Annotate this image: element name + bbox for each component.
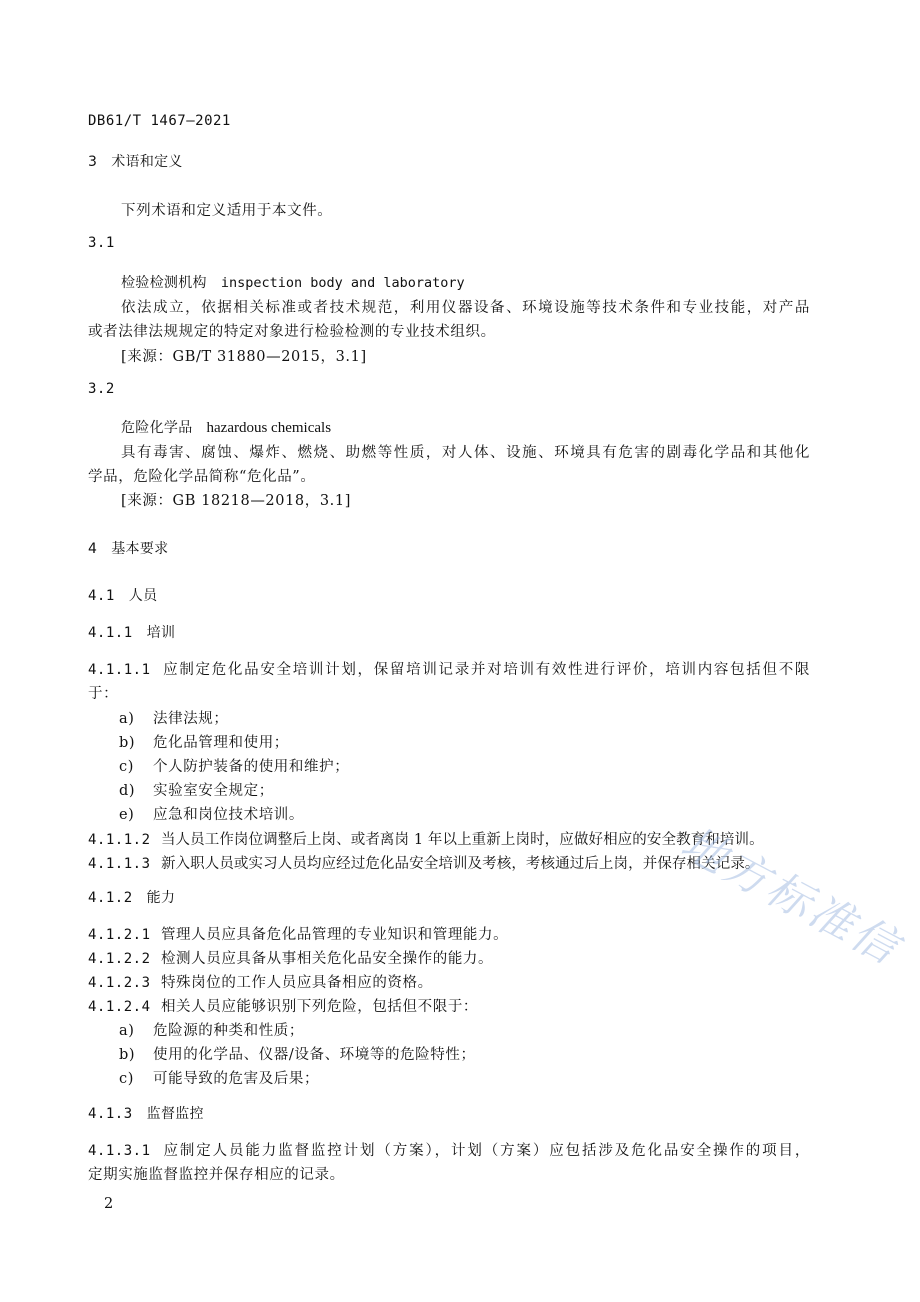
clause-4-1-1-2 bbox=[88, 828, 764, 849]
term-en: inspection body and laboratory bbox=[220, 275, 465, 291]
clause-text: 应制定危化品安全培训计划，保留培训记录并对培训有效性进行评价，培训内容包括但不限 bbox=[163, 662, 811, 678]
list-item bbox=[119, 779, 274, 800]
clause-text: 管理人员应具备危化品管理的专业知识和管理能力。 bbox=[160, 927, 509, 943]
clause-number: 4.1.2.3 bbox=[88, 975, 151, 991]
clause-4-1-1-1-line1 bbox=[88, 658, 810, 679]
section-4-1-2-heading bbox=[88, 887, 175, 907]
clause-text: 应制定人员能力监督监控计划（方案），计划（方案）应包括涉及危化品安全操作的项目， bbox=[163, 1143, 811, 1159]
section-4-1-1-heading bbox=[88, 622, 175, 642]
list-text: 危险源的种类和性质； bbox=[153, 1023, 304, 1039]
clause-number: 4.1.1.2 bbox=[88, 832, 151, 848]
list-marker: b) bbox=[119, 1047, 136, 1063]
term-3-1-definition-line1: 依法成立，依据相关标准或者技术规范，利用仪器设备、环境设施等技术条件和专业技能，对产品 bbox=[121, 300, 810, 316]
clause-number: 4.1.2.1 bbox=[88, 927, 151, 943]
page-number: 2 bbox=[104, 1196, 114, 1212]
list-text: 实验室安全规定； bbox=[153, 783, 274, 799]
section-title: 术语和定义 bbox=[111, 154, 183, 170]
list-marker: a) bbox=[119, 1023, 135, 1039]
clause-number: 4.1.1.1 bbox=[88, 662, 151, 678]
term-3-2-number: 3.2 bbox=[88, 381, 115, 397]
list-marker: c) bbox=[119, 759, 134, 775]
list-text: 应急和岗位技术培训。 bbox=[153, 807, 304, 823]
clause-4-1-1-3 bbox=[88, 852, 760, 873]
clause-text: 新入职人员或实习人员均应经过危化品安全培训及考核，考核通过后上岗，并保存相关记录。 bbox=[160, 856, 760, 872]
term-3-1-title bbox=[121, 272, 465, 292]
section-3-intro: 下列术语和定义适用于本文件。 bbox=[121, 203, 333, 219]
clause-text: 当人员工作岗位调整后上岗、或者离岗 1 年以上重新上岗时，应做好相应的安全教育和培训。 bbox=[160, 832, 764, 848]
term-zh: 危险化学品 bbox=[121, 420, 193, 436]
term-zh: 检验检测机构 bbox=[121, 275, 207, 291]
term-3-2-definition-line2: 学品，危险化学品简称“危化品”。 bbox=[88, 469, 316, 485]
list-text: 使用的化学品、仪器/设备、环境等的危险特性； bbox=[153, 1047, 476, 1063]
section-3-heading bbox=[88, 151, 183, 171]
term-3-2-title bbox=[121, 417, 331, 437]
section-number: 4 bbox=[88, 541, 98, 557]
list-item bbox=[119, 755, 349, 776]
clause-4-1-2-1 bbox=[88, 923, 508, 944]
term-3-1-source: [来源：GB/T 31880—2015，3.1] bbox=[121, 349, 367, 365]
list-item bbox=[119, 803, 304, 824]
list-item bbox=[119, 1043, 476, 1064]
section-title: 人员 bbox=[128, 588, 158, 604]
clause-4-1-1-1-line2: 于： bbox=[88, 686, 119, 702]
clause-number: 4.1.2.4 bbox=[88, 999, 151, 1015]
term-en: hazardous chemicals bbox=[206, 420, 332, 436]
section-number: 3 bbox=[88, 154, 98, 170]
list-text: 可能导致的危害及后果； bbox=[153, 1071, 320, 1087]
section-4-heading bbox=[88, 538, 168, 558]
term-3-1-definition-line2: 或者法律法规规定的特定对象进行检验检测的专业技术组织。 bbox=[88, 324, 496, 340]
clause-text: 特殊岗位的工作人员应具备相应的资格。 bbox=[160, 975, 433, 991]
list-item bbox=[119, 1067, 319, 1088]
section-title: 培训 bbox=[146, 625, 176, 641]
section-number: 4.1.3 bbox=[88, 1106, 133, 1122]
list-item bbox=[119, 731, 289, 752]
list-marker: c) bbox=[119, 1071, 134, 1087]
clause-4-1-3-1-line1 bbox=[88, 1139, 810, 1160]
clause-4-1-2-4 bbox=[88, 995, 478, 1016]
term-3-2-source: [来源：GB 18218—2018，3.1] bbox=[121, 493, 351, 509]
section-title: 能力 bbox=[146, 890, 176, 906]
list-item bbox=[119, 1019, 304, 1040]
clause-text: 相关人员应能够识别下列危险，包括但不限于： bbox=[160, 999, 479, 1015]
section-4-1-heading bbox=[88, 585, 157, 605]
list-marker: b) bbox=[119, 735, 136, 751]
clause-4-1-2-3 bbox=[88, 971, 433, 992]
term-3-2-definition-line1: 具有毒害、腐蚀、爆炸、燃烧、助燃等性质，对人体、设施、环境具有危害的剧毒化学品和其他化 bbox=[121, 445, 810, 461]
section-number: 4.1.2 bbox=[88, 890, 133, 906]
watermark: 地方标准信 bbox=[672, 817, 909, 976]
clause-4-1-3-1-line2: 定期实施监督监控并保存相应的记录。 bbox=[88, 1167, 345, 1183]
list-item bbox=[119, 707, 229, 728]
clause-number: 4.1.2.2 bbox=[88, 951, 151, 967]
section-number: 4.1 bbox=[88, 588, 115, 604]
section-title: 监督监控 bbox=[146, 1106, 204, 1122]
document-code: DB61/T 1467—2021 bbox=[88, 113, 231, 129]
section-number: 4.1.1 bbox=[88, 625, 133, 641]
list-text: 危化品管理和使用； bbox=[153, 735, 289, 751]
clause-number: 4.1.1.3 bbox=[88, 856, 151, 872]
clause-number: 4.1.3.1 bbox=[88, 1143, 151, 1159]
term-3-1-number: 3.1 bbox=[88, 235, 115, 251]
list-marker: d) bbox=[119, 783, 136, 799]
list-text: 个人防护装备的使用和维护； bbox=[153, 759, 350, 775]
clause-4-1-2-2 bbox=[88, 947, 493, 968]
list-marker: e) bbox=[119, 807, 135, 823]
clause-text: 检测人员应具备从事相关危化品安全操作的能力。 bbox=[160, 951, 494, 967]
list-text: 法律法规； bbox=[153, 711, 229, 727]
section-4-1-3-heading bbox=[88, 1103, 204, 1123]
list-marker: a) bbox=[119, 711, 135, 727]
section-title: 基本要求 bbox=[111, 541, 169, 557]
